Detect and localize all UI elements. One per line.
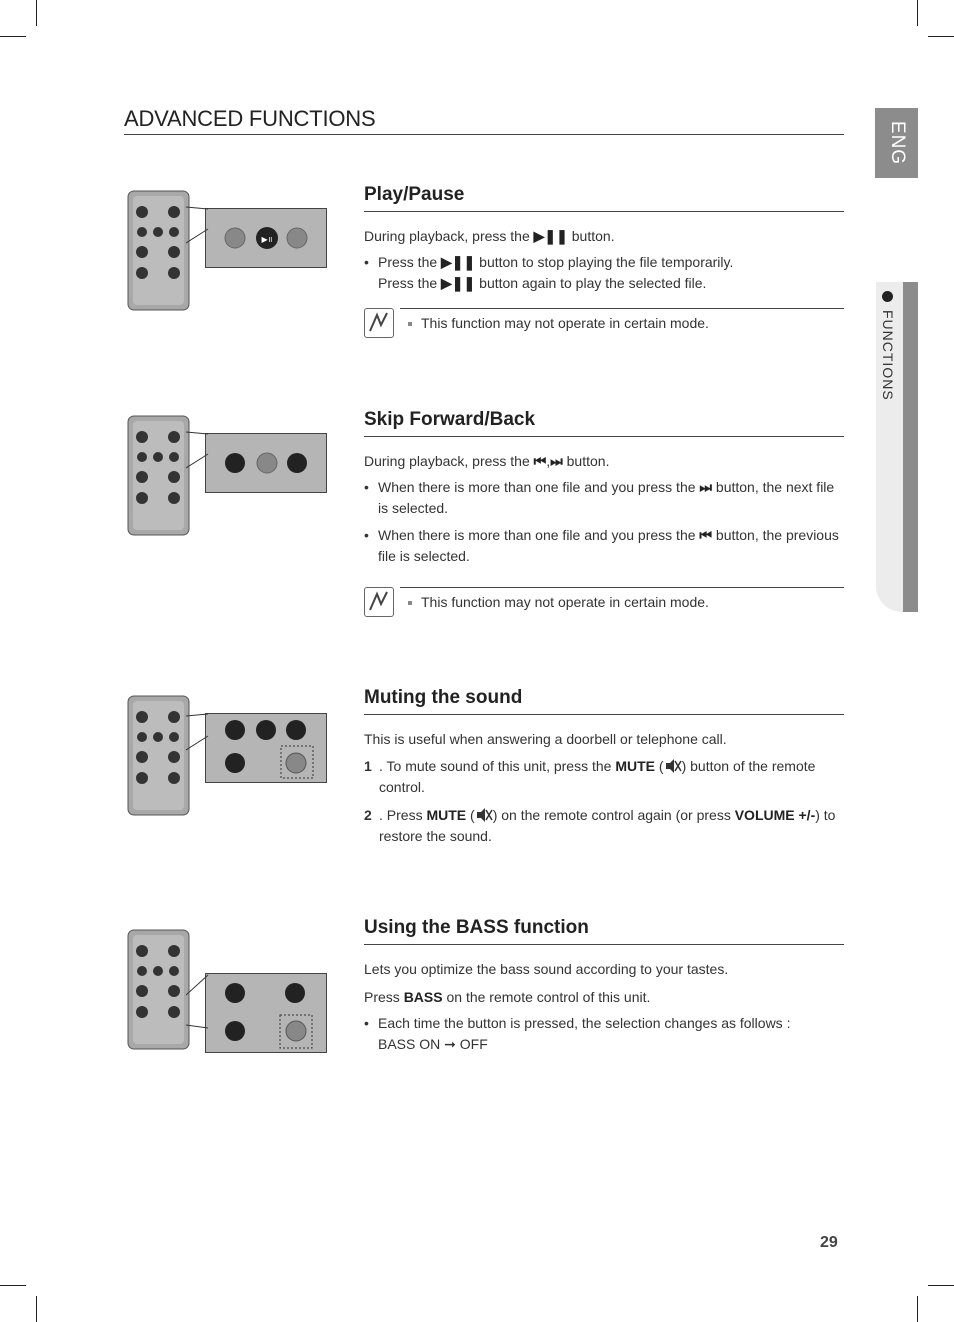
list-item: 2 . Press MUTE ( ) on the remote control again (or press VOLUME +/-) to restore the sound.: [364, 807, 836, 844]
paragraph: During playback, press the ⏮,⏭ button.: [364, 453, 610, 469]
paragraph: Lets you optimize the bass sound according to your tastes.: [364, 961, 729, 977]
crop-mark: [36, 0, 37, 26]
section-skip: [364, 409, 844, 619]
list-item: • Press the ▶❚❚ button to stop playing the file temporarily. Press the ▶❚❚ button again to play the selected file.: [364, 254, 734, 291]
section-heading: Using the BASS function: [364, 917, 589, 938]
crop-mark: [917, 0, 918, 26]
list-item: • Each time the button is pressed, the selection changes as follows : BASS ON ➞ OFF: [364, 1015, 791, 1052]
play-pause-icon: ▶❚❚: [441, 275, 476, 291]
remote-control-illustration: [127, 415, 191, 537]
remote-control-illustration: [127, 929, 191, 1051]
section-heading: Skip Forward/Back: [364, 409, 536, 430]
list-item: • When there is more than one file and you press the ⏭ button, the next file is selected.: [364, 479, 835, 516]
section-tab-bar: [903, 282, 918, 612]
skip-forward-icon: ⏭: [699, 479, 713, 495]
zoom-connector: [186, 430, 210, 470]
section-bullet-icon: [882, 291, 893, 302]
play-pause-icon: ▶❚❚: [533, 228, 568, 244]
zoom-connector: [186, 205, 210, 245]
remote-control-illustration: [127, 190, 191, 312]
paragraph: This is useful when answering a doorbell or telephone call.: [364, 731, 727, 747]
section-mute: [364, 687, 844, 847]
section-bass: [364, 917, 844, 1055]
list-item: 1 . To mute sound of this unit, press the MUTE ( ) button of the remote control.: [364, 758, 816, 795]
zoom-connector: [186, 955, 210, 1030]
section-heading: Muting the sound: [364, 687, 523, 708]
mute-icon: [475, 807, 493, 823]
crop-mark: [0, 36, 26, 37]
svg-text:▶॥: ▶॥: [261, 235, 273, 244]
language-tab: ENG: [875, 108, 918, 178]
mute-icon: [664, 758, 682, 774]
zoom-connector: [186, 712, 210, 752]
skip-back-icon: ⏮: [699, 527, 713, 543]
crop-mark: [0, 1285, 26, 1286]
list-item: • When there is more than one file and you press the ⏮ button, the previous file is selected.: [364, 527, 839, 564]
remote-zoom-mute: [205, 713, 327, 783]
note-box: This function may not operate in certain mode.: [364, 308, 844, 340]
section-heading: Play/Pause: [364, 184, 465, 205]
section-tab-label: FUNCTIONS: [880, 310, 896, 401]
paragraph: Press BASS on the remote control of this unit.: [364, 989, 651, 1005]
skip-forward-icon: ⏭: [550, 453, 563, 469]
crop-mark: [917, 1296, 918, 1322]
page-title: ADVANCED FUNCTIONS: [124, 106, 376, 131]
note-pencil-icon: [364, 587, 394, 617]
remote-control-illustration: [127, 695, 191, 817]
skip-back-icon: ⏮: [533, 453, 547, 469]
page-number: 29: [820, 1234, 838, 1251]
remote-zoom-play-pause: [205, 208, 327, 268]
play-pause-icon: ▶❚❚: [441, 254, 476, 270]
paragraph: During playback, press the ▶❚❚ button.: [364, 228, 615, 244]
note-pencil-icon: [364, 308, 394, 338]
remote-zoom-bass: [205, 973, 327, 1053]
crop-mark: [928, 36, 954, 37]
section-play-pause: [364, 184, 844, 340]
remote-zoom-skip: [205, 433, 327, 493]
crop-mark: [928, 1285, 954, 1286]
title-divider: [124, 134, 844, 135]
crop-mark: [36, 1296, 37, 1322]
note-box: This function may not operate in certain mode.: [364, 587, 844, 619]
